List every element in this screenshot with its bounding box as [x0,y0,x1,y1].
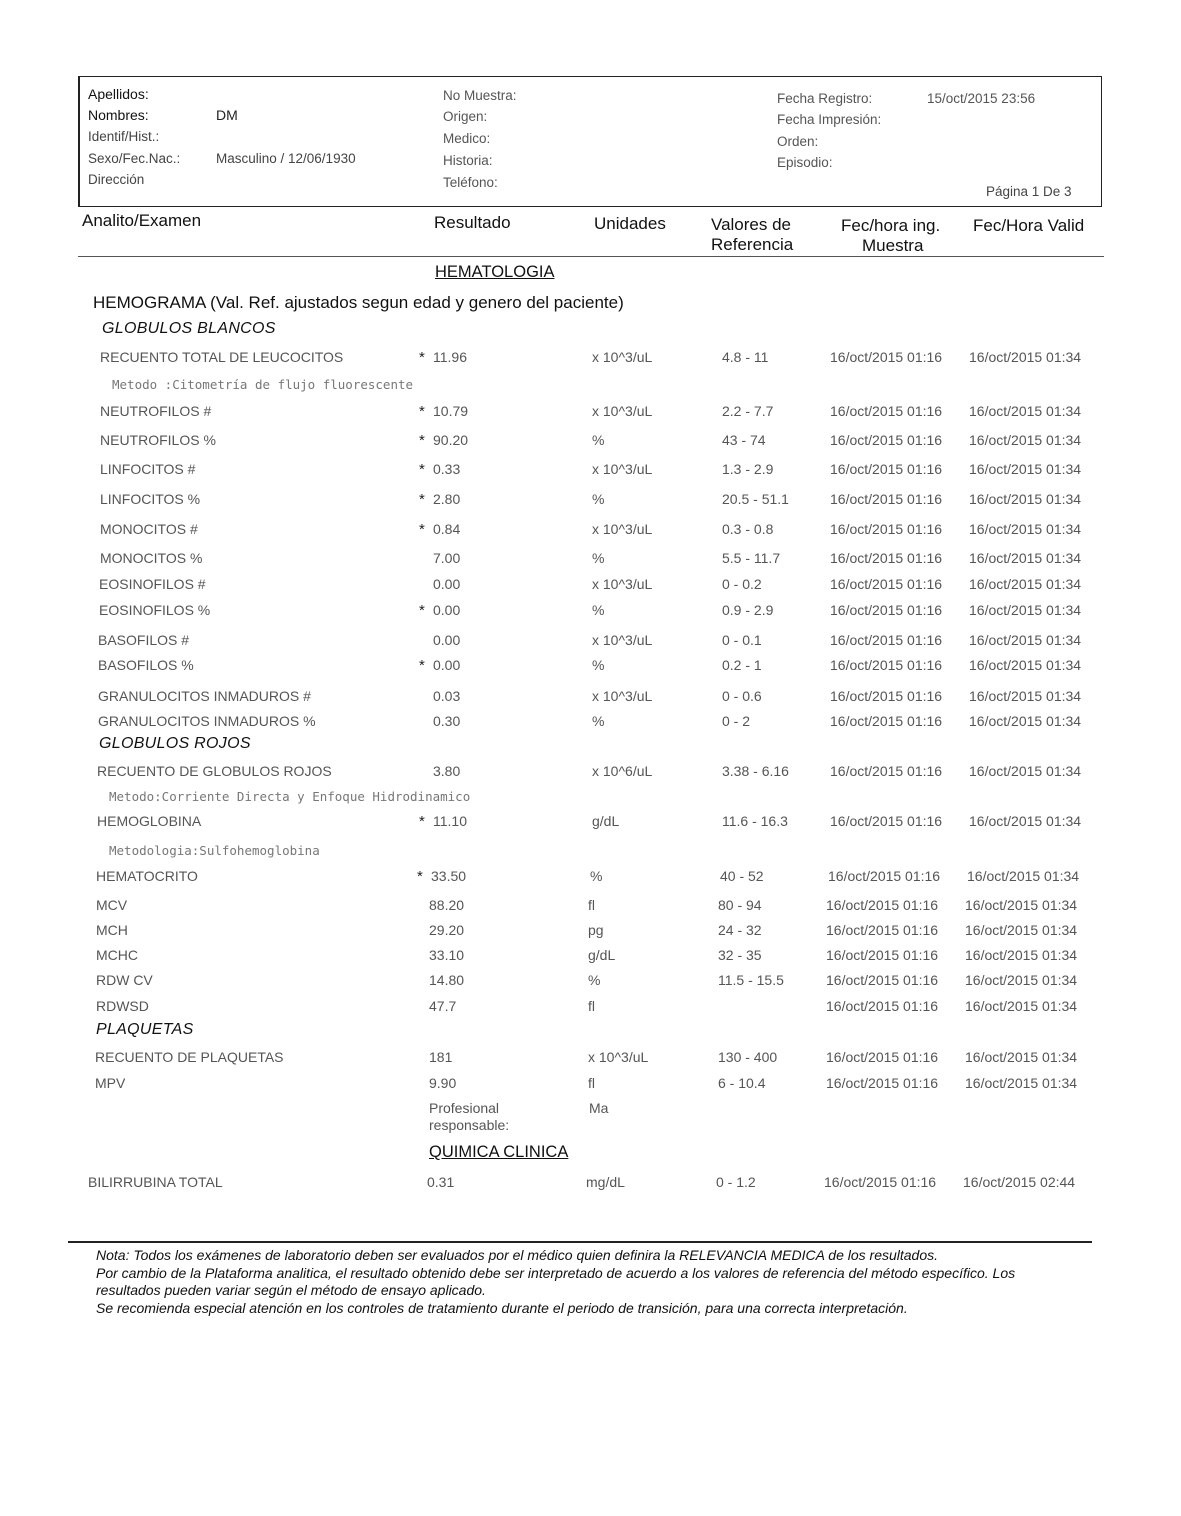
abnormal-flag: * [417,868,423,885]
fecha-registro-value: 15/oct/2015 23:56 [927,91,1036,106]
sample-datetime: 16/oct/2015 01:16 [826,1049,939,1065]
result-value: 0.31 [427,1174,455,1190]
header-divider [78,256,1104,257]
result-value: 0.33 [433,461,461,477]
unit-value: % [590,868,603,884]
fecha-impresion-label: Fecha Impresión: [777,112,882,127]
group-globulos-rojos: GLOBULOS ROJOS [99,735,251,752]
sample-datetime: 16/oct/2015 01:16 [830,688,943,704]
analyte-name: MCV [96,897,128,913]
sample-datetime: 16/oct/2015 01:16 [826,922,939,938]
result-value: 88.20 [429,897,465,913]
table-row [0,713,1181,733]
validation-datetime: 16/oct/2015 01:34 [969,491,1082,507]
unit-value: x 10^3/uL [592,349,653,365]
validation-datetime: 16/oct/2015 01:34 [965,972,1078,988]
validation-datetime: 16/oct/2015 01:34 [969,521,1082,537]
result-value: 11.96 [433,349,467,365]
table-row [0,897,1181,917]
reference-range: 4.8 - 11 [722,349,769,365]
unit-value: % [592,713,605,729]
table-row [0,403,1181,423]
analyte-name: MONOCITOS % [100,550,203,566]
analyte-name: BASOFILOS % [98,657,194,673]
unit-value: x 10^3/uL [592,632,653,648]
validation-datetime: 16/oct/2015 01:34 [969,432,1082,448]
orden-label: Orden: [777,134,819,149]
apellidos-label: Apellidos: [88,86,149,102]
table-row [0,1174,1181,1194]
unit-value: x 10^6/uL [592,763,653,779]
analyte-name: HEMATOCRITO [96,868,198,884]
reference-range: 2.2 - 7.7 [722,403,774,419]
abnormal-flag: * [419,461,425,478]
validation-datetime: 16/oct/2015 01:34 [967,868,1080,884]
result-value: 0.00 [433,602,461,618]
analyte-name: RDWSD [96,998,149,1014]
sample-datetime: 16/oct/2015 01:16 [830,432,943,448]
validation-datetime: 16/oct/2015 01:34 [969,461,1082,477]
analyte-name: MPV [95,1075,126,1091]
reference-range: 0 - 0.6 [722,688,762,704]
unit-value: x 10^3/uL [592,521,653,537]
validation-datetime: 16/oct/2015 01:34 [969,550,1082,566]
validation-datetime: 16/oct/2015 01:34 [965,922,1078,938]
sample-datetime: 16/oct/2015 01:16 [830,632,943,648]
unit-value: x 10^3/uL [592,461,653,477]
validation-datetime: 16/oct/2015 01:34 [965,897,1078,913]
abnormal-flag: * [419,813,425,830]
validation-datetime: 16/oct/2015 01:34 [969,349,1082,365]
sample-datetime: 16/oct/2015 01:16 [824,1174,937,1190]
footer-divider [68,1241,1092,1243]
analyte-name: LINFOCITOS # [100,461,196,477]
reference-range: 11.6 - 16.3 [722,813,788,829]
result-value: 33.10 [429,947,465,963]
unit-value: % [588,972,601,988]
reference-range: 0 - 1.2 [716,1174,756,1190]
result-value: 0.84 [433,521,461,537]
group-globulos-blancos: GLOBULOS BLANCOS [102,320,276,337]
reference-range: 3.38 - 6.16 [722,763,789,779]
unit-value: pg [588,922,604,938]
footer-note [96,1247,1036,1317]
note-line-3: Se recomienda especial atención en los controles de tratamiento durante el periodo de transición, para una correcta interpretación. [96,1299,908,1316]
result-value: 0.30 [433,713,461,729]
analyte-name: RECUENTO DE PLAQUETAS [95,1049,284,1065]
unit-value: x 10^3/uL [588,1049,649,1065]
table-row [0,813,1181,833]
unit-value: % [592,491,605,507]
table-row [0,688,1181,708]
profesional-value: Ma [589,1100,609,1116]
reference-range: 0 - 0.2 [722,576,762,592]
note-line-2: Por cambio de la Plataforma analitica, el resultado obtenido debe ser interpretado de acuerdo a los valores de referencia del método específico. Los resultados pueden variar según el método de ensayo aplicado. [96,1264,1016,1298]
validation-datetime: 16/oct/2015 01:34 [965,1049,1078,1065]
reference-range: 24 - 32 [718,922,762,938]
abnormal-flag: * [419,403,425,420]
validation-datetime: 16/oct/2015 01:34 [965,998,1078,1014]
sample-datetime: 16/oct/2015 01:16 [826,972,939,988]
table-row [0,632,1181,652]
result-value: 181 [429,1049,453,1065]
analyte-name: RDW CV [96,972,153,988]
table-row [0,763,1181,783]
analyte-name: GRANULOCITOS INMADUROS # [98,688,311,704]
group-plaquetas: PLAQUETAS [96,1021,194,1038]
table-row [0,657,1181,677]
identif-label: Identif/Hist.: [88,129,160,144]
fecha-registro-label: Fecha Registro: [777,91,873,106]
no-muestra-label: No Muestra: [443,88,517,103]
nombres-value: DM [216,107,238,123]
col-unidades: Unidades [594,214,666,233]
note-line-1: Nota: Todos los exámenes de laboratorio deben ser evaluados por el médico quien definira la RELEVANCIA MEDICA de los resultados. [96,1247,939,1263]
col-valores-1: Valores de [711,215,792,234]
sample-datetime: 16/oct/2015 01:16 [830,491,943,507]
sample-datetime: 16/oct/2015 01:16 [830,550,943,566]
result-value: 0.03 [433,688,461,704]
validation-datetime: 16/oct/2015 01:34 [969,403,1082,419]
unit-value: % [592,432,605,448]
validation-datetime: 16/oct/2015 01:34 [969,813,1082,829]
episodio-label: Episodio: [777,155,833,170]
sample-datetime: 16/oct/2015 01:16 [826,897,939,913]
reference-range: 43 - 74 [722,432,766,448]
reference-range: 11.5 - 15.5 [718,972,784,988]
sample-datetime: 16/oct/2015 01:16 [826,998,939,1014]
analyte-name: MCHC [96,947,138,963]
section-quimica-clinica: QUIMICA CLINICA [429,1143,569,1161]
validation-datetime: 16/oct/2015 01:34 [969,688,1082,704]
abnormal-flag: * [419,491,425,508]
method-note-sulfohemoglobina: Metodologia:Sulfohemoglobina [109,843,320,858]
result-value: 9.90 [429,1075,457,1091]
table-row [0,868,1181,888]
table-row [0,998,1181,1018]
unit-value: g/dL [592,813,620,829]
origen-label: Origen: [443,109,488,124]
reference-range: 0.3 - 0.8 [722,521,774,537]
table-row [0,1075,1181,1095]
table-row [0,576,1181,596]
sample-datetime: 16/oct/2015 01:16 [830,657,943,673]
table-row [0,461,1181,481]
sample-datetime: 16/oct/2015 01:16 [830,713,943,729]
validation-datetime: 16/oct/2015 01:34 [969,713,1082,729]
sample-datetime: 16/oct/2015 01:16 [830,521,943,537]
result-value: 0.00 [433,657,461,673]
analyte-name: EOSINOFILOS % [99,602,211,618]
unit-value: fl [588,897,595,913]
table-row [0,1049,1181,1069]
result-value: 90.20 [433,432,469,448]
reference-range: 0 - 2 [722,713,751,729]
hemograma-title: HEMOGRAMA (Val. Ref. ajustados segun edad y genero del paciente) [93,293,624,312]
table-row [0,602,1181,622]
sample-datetime: 16/oct/2015 01:16 [830,461,943,477]
profesional-label-1: Profesional [429,1100,500,1116]
section-hematologia: HEMATOLOGIA [435,263,555,281]
analyte-name: BILIRRUBINA TOTAL [88,1174,223,1190]
validation-datetime: 16/oct/2015 01:34 [965,1075,1078,1091]
sample-datetime: 16/oct/2015 01:16 [830,349,943,365]
analyte-name: EOSINOFILOS # [99,576,206,592]
result-value: 3.80 [433,763,461,779]
table-row [0,972,1181,992]
abnormal-flag: * [419,349,425,366]
analyte-name: RECUENTO DE GLOBULOS ROJOS [97,763,332,779]
validation-datetime: 16/oct/2015 01:34 [969,632,1082,648]
table-row [0,947,1181,967]
table-row [0,521,1181,541]
sexo-label: Sexo/Fec.Nac.: [88,151,181,166]
sample-datetime: 16/oct/2015 01:16 [826,947,939,963]
result-value: 0.00 [433,632,461,648]
col-fec-ing-2: Muestra [862,236,924,255]
sample-datetime: 16/oct/2015 01:16 [830,403,943,419]
unit-value: x 10^3/uL [592,576,653,592]
analyte-name: NEUTROFILOS # [100,403,212,419]
validation-datetime: 16/oct/2015 01:34 [969,576,1082,592]
col-analito: Analito/Examen [82,211,202,230]
unit-value: x 10^3/uL [592,688,653,704]
reference-range: 0.9 - 2.9 [722,602,774,618]
validation-datetime: 16/oct/2015 01:34 [969,657,1082,673]
result-value: 2.80 [433,491,461,507]
reference-range: 1.3 - 2.9 [722,461,774,477]
reference-range: 40 - 52 [720,868,764,884]
abnormal-flag: * [419,602,425,619]
result-value: 0.00 [433,576,461,592]
unit-value: % [592,550,605,566]
table-row [0,432,1181,452]
analyte-name: NEUTROFILOS % [100,432,216,448]
result-value: 11.10 [433,813,467,829]
unit-value: mg/dL [586,1174,625,1190]
table-row [0,922,1181,942]
unit-value: % [592,602,605,618]
table-row [0,550,1181,570]
method-note-citometria: Metodo :Citometría de flujo fluorescente [112,377,414,392]
sexo-value: Masculino / 12/06/1930 [216,151,356,166]
col-fec-valid: Fec/Hora Valid [973,216,1085,235]
analyte-name: MCH [96,922,128,938]
direccion-label: Dirección [88,172,145,187]
historia-label: Historia: [443,153,493,168]
sample-datetime: 16/oct/2015 01:16 [830,763,943,779]
result-value: 14.80 [429,972,465,988]
result-value: 29.20 [429,922,465,938]
method-note-corriente: Metodo:Corriente Directa y Enfoque Hidrodinamico [109,789,471,804]
reference-range: 0.2 - 1 [722,657,762,673]
reference-range: 5.5 - 11.7 [722,550,781,566]
abnormal-flag: * [419,657,425,674]
validation-datetime: 16/oct/2015 01:34 [969,763,1082,779]
reference-range: 80 - 94 [718,897,762,913]
sample-datetime: 16/oct/2015 01:16 [830,576,943,592]
result-value: 7.00 [433,550,461,566]
result-value: 33.50 [431,868,467,884]
reference-range: 0 - 0.1 [722,632,762,648]
nombres-label: Nombres: [88,107,149,123]
analyte-name: GRANULOCITOS INMADUROS % [98,713,316,729]
sample-datetime: 16/oct/2015 01:16 [828,868,941,884]
analyte-name: HEMOGLOBINA [97,813,202,829]
medico-label: Medico: [443,131,491,146]
reference-range: 6 - 10.4 [718,1075,766,1091]
abnormal-flag: * [419,432,425,449]
analyte-name: BASOFILOS # [98,632,190,648]
result-value: 47.7 [429,998,457,1014]
col-resultado: Resultado [434,213,511,232]
reference-range: 130 - 400 [718,1049,778,1065]
table-row [0,349,1181,369]
profesional-label-2: responsable: [429,1117,510,1133]
unit-value: g/dL [588,947,616,963]
col-fec-ing-1: Fec/hora ing. [841,216,941,235]
abnormal-flag: * [419,521,425,538]
unit-value: fl [588,998,595,1014]
reference-range: 32 - 35 [718,947,762,963]
telefono-label: Teléfono: [443,175,498,190]
reference-range: 20.5 - 51.1 [722,491,789,507]
validation-datetime: 16/oct/2015 02:44 [963,1174,1076,1190]
page-number: Página 1 De 3 [986,184,1072,199]
validation-datetime: 16/oct/2015 01:34 [969,602,1082,618]
col-valores-2: Referencia [711,235,794,254]
table-row [0,491,1181,511]
unit-value: x 10^3/uL [592,403,653,419]
unit-value: fl [588,1075,595,1091]
sample-datetime: 16/oct/2015 01:16 [826,1075,939,1091]
result-value: 10.79 [433,403,469,419]
sample-datetime: 16/oct/2015 01:16 [830,813,943,829]
validation-datetime: 16/oct/2015 01:34 [965,947,1078,963]
analyte-name: MONOCITOS # [100,521,198,537]
sample-datetime: 16/oct/2015 01:16 [830,602,943,618]
analyte-name: LINFOCITOS % [100,491,201,507]
analyte-name: RECUENTO TOTAL DE LEUCOCITOS [100,349,344,365]
unit-value: % [592,657,605,673]
